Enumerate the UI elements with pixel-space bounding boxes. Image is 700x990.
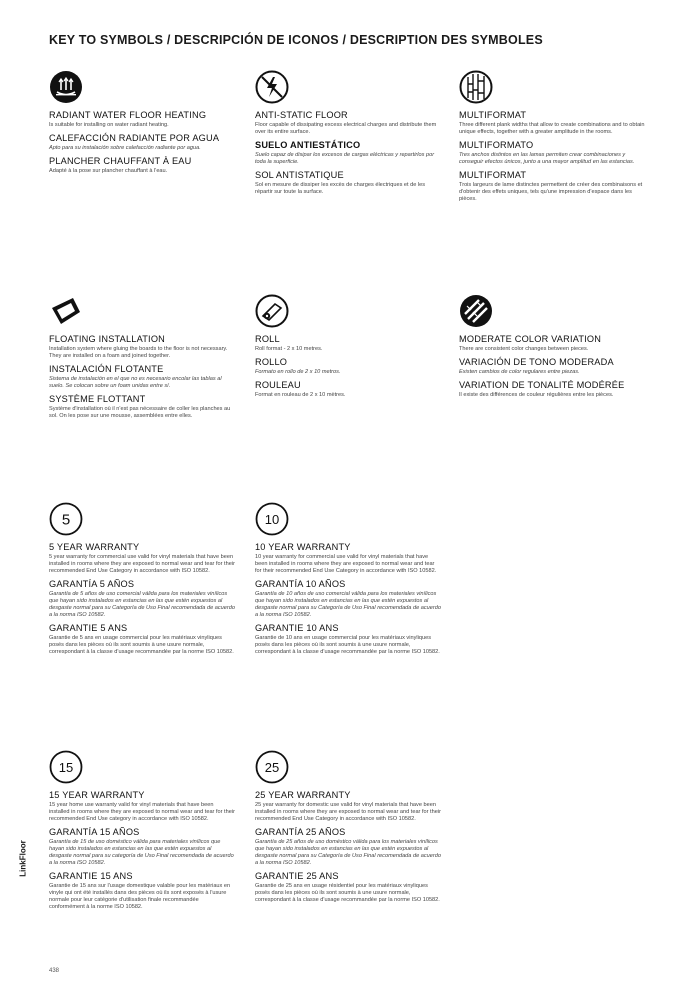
en-text: Floor capable of dissipating excess electrical charges and distribute them over its entire surface.: [255, 122, 437, 135]
warranty-badge-number: 5: [61, 511, 71, 529]
fr-title: SOL ANTISTATIQUE: [255, 170, 344, 180]
en-title: 25 YEAR WARRANTY: [255, 790, 351, 800]
fr-text: Garantie de 15 ans sur l'usage domestique valable pour les matériaux en vinyle qui ont été installés dans des pièces où ils sont exposés à l'usure normale pour leur catégorie d'utilisation finale recommandée conformément à la norme ISO 10582.: [49, 883, 231, 910]
warranty-5-icon: [49, 502, 83, 536]
brand-name: LinkFloor: [18, 840, 28, 877]
es-text: Garantía de 5 años de uso comercial válida para los materiales vinílicos que hayan sido instalados en estancias en las que estén expuestos al desgaste normal para su Categoría de Uso Final recomendada de acuerdo a la norma ISO 10582.: [49, 591, 235, 618]
warranty-badge-number: 15: [58, 760, 74, 775]
en-title: ANTI-STATIC FLOOR: [255, 110, 348, 120]
es-text: Garantía de 15 de uso doméstico válida para materiales vinílicos que hayan sido instalados en estancias en las que estén expuestos al desgaste normal para su categoría de Uso Final recomendada de acuerdo a la norma ISO 10582.: [49, 839, 234, 866]
es-text: Garantía de 10 años de uso comercial válida para los materiales vinílicos que hayan sido instalados en estancias en las que estén expuestos al desgaste normal para su Categoría de Uso Final recomendada de acuerdo a la norma ISO 10582.: [255, 591, 441, 618]
es-text: Sistema de instalación en el que no es necesario encolar las tablas al suelo. Se colocan sobre un foam unidas entre sí.: [49, 376, 222, 389]
fr-text: Adapté à la pose sur plancher chauffant à l'eau.: [49, 168, 168, 174]
en-title: MODERATE COLOR VARIATION: [459, 334, 602, 344]
page-number: 438: [49, 968, 60, 974]
fr-title: MULTIFORMAT: [459, 170, 527, 180]
en-text: Roll format - 2 x 10 metres.: [255, 346, 323, 352]
es-text: Existen cambios de color regulares entre piezas.: [459, 369, 580, 375]
roll-icon: [255, 294, 289, 328]
fr-text: Trois largeurs de lame distinctes permettent de créer des combinaisons et d'obtenir des effets uniques, tels qu'une impression d'espace dans les pièces.: [459, 182, 643, 202]
fr-title: GARANTIE 15 ANS: [49, 871, 133, 881]
en-title: 10 YEAR WARRANTY: [255, 542, 351, 552]
symbol-anti-static: [255, 70, 441, 196]
es-text: Suelo capaz de disipar los excesos de cargas eléctricas y repartirlos por toda la superficie.: [255, 152, 435, 165]
en-title: 15 YEAR WARRANTY: [49, 790, 145, 800]
es-title: VARIACIÓN DE TONO MODERADA: [459, 357, 614, 367]
es-title: SUELO ANTIESTÁTICO: [255, 140, 361, 150]
warranty-badge-number: 25: [264, 760, 280, 775]
symbol-color-variation: [459, 294, 645, 399]
es-title: GARANTÍA 10 AÑOS: [255, 579, 346, 589]
fr-title: GARANTIE 25 ANS: [255, 871, 339, 881]
en-title: MULTIFORMAT: [459, 110, 527, 120]
symbol-warranty-15: [49, 750, 235, 911]
es-title: GARANTÍA 15 AÑOS: [49, 827, 140, 837]
fr-title: VARIATION DE TONALITÉ MODÉRÉE: [459, 380, 625, 390]
es-title: MULTIFORMATO: [459, 140, 534, 150]
en-text: Installation system where gluing the boards to the floor is not necessary. They are installed on a foam and joined together.: [49, 346, 228, 359]
warranty-10-icon: [255, 502, 289, 536]
en-text: 10 year warranty for commercial use valid for vinyl materials that have been installed in rooms where they are exposed to normal wear and tear for their recommended End Use Category in accordance with ISO 10582.: [255, 554, 437, 574]
en-title: FLOATING INSTALLATION: [49, 334, 165, 344]
fr-title: ROULEAU: [255, 380, 301, 390]
color-variation-icon: [459, 294, 493, 328]
warranty-badge-number: 10: [264, 512, 280, 527]
fr-text: Il existe des différences de couleur régulières entre les pièces.: [459, 392, 614, 398]
symbol-roll: [255, 294, 441, 399]
en-text: 25 year warranty for domestic use valid for vinyl materials that have been installed in rooms where they are exposed to normal wear and tear for their recommended End Use Category in accordance with ISO 10582.: [255, 802, 441, 822]
fr-title: PLANCHER CHAUFFANT À EAU: [49, 156, 192, 166]
symbol-warranty-5: [49, 502, 235, 656]
es-text: Apto para su instalación sobre calefacción radiante por agua.: [49, 145, 201, 151]
symbol-radiant-heating: [49, 70, 235, 175]
multiformat-icon: [459, 70, 493, 104]
fr-title: GARANTIE 10 ANS: [255, 623, 339, 633]
en-title: RADIANT WATER FLOOR HEATING: [49, 110, 207, 120]
anti-static-icon: [255, 70, 289, 104]
en-text: 15 year home use warranty valid for vinyl materials that have been installed in rooms where they are exposed to normal wear and tear for their recommended End Use category in accordance with ISO 10582.: [49, 802, 235, 822]
radiant-heating-icon: [49, 70, 83, 104]
fr-text: Garantie de 10 ans en usage commercial pour les matériaux vinyliques posés dans les pièces où ils sont soumis à une usure normale, correspondant à la classe d'usage recommandée par la norme ISO 10582.: [255, 635, 440, 655]
fr-text: Système d'installation où il n'est pas nécessaire de coller les planches au sol. On les pose sur une mousse, assemblées entre elles.: [49, 406, 231, 419]
es-title: GARANTÍA 25 AÑOS: [255, 827, 346, 837]
symbol-floating-installation: [49, 294, 235, 420]
es-title: ROLLO: [255, 357, 288, 367]
fr-title: SYSTÈME FLOTTANT: [49, 394, 146, 404]
fr-title: GARANTIE 5 ANS: [49, 623, 128, 633]
es-text: Garantía de 25 años de uso doméstico válida para los materiales vinílicos que hayan sido instalados en estancias en las que estén expuestos al desgaste normal para su Categoría de Uso Final recomendada de acuerdo a la norma ISO 10582.: [255, 839, 441, 866]
en-text: Three different plank widths that allow to create combinations and to obtain unique effects, together with a greater amplitude in the rooms.: [459, 122, 645, 135]
warranty-15-icon: [49, 750, 83, 784]
en-title: ROLL: [255, 334, 280, 344]
es-title: INSTALACIÓN FLOTANTE: [49, 364, 164, 374]
fr-text: Garantie de 5 ans en usage commercial pour les matériaux vinyliques posés dans les pièces où ils sont soumis à une usure normale, correspondant à la classe d'usage recommandée par la norme ISO 10582.: [49, 635, 234, 655]
fr-text: Sol en mesure de dissiper les excès de charges électriques et de les répartir sur toute la surface.: [255, 182, 426, 195]
symbol-warranty-10: [255, 502, 441, 656]
en-title: 5 YEAR WARRANTY: [49, 542, 140, 552]
es-text: Formato en rollo de 2 x 10 metros.: [255, 369, 341, 375]
warranty-25-icon: [255, 750, 289, 784]
floating-installation-icon: [49, 294, 83, 328]
es-title: CALEFACCIÓN RADIANTE POR AGUA: [49, 133, 220, 143]
symbol-warranty-25: [255, 750, 441, 904]
fr-text: Format en rouleau de 2 x 10 mètres.: [255, 392, 346, 398]
fr-text: Garantie de 25 ans en usage résidentiel pour les matériaux vinyliques posés dans les pièces où ils sont soumis à une usure normale, correspondant à la classe d'usage recommandée par la norme ISO 10582.: [255, 883, 440, 903]
es-text: Tres anchos distintos en las lamas permiten crear combinaciones y conseguir efectos únicos, junto a una mayor amplitud en las estancias.: [459, 152, 635, 165]
page-title: KEY TO SYMBOLS / DESCRIPCIÓN DE ICONOS / DESCRIPTION DES SYMBOLES: [49, 33, 543, 47]
en-text: 5 year warranty for commercial use valid for vinyl materials that have been installed in rooms where they are exposed to normal wear and tear for their recommended End Use Category in accordance with ISO 10582.: [49, 554, 235, 574]
en-text: Is suitable for installing on water radiant heating.: [49, 122, 169, 128]
en-text: There are consistent color changes between pieces.: [459, 346, 589, 352]
symbol-multiformat: [459, 70, 645, 203]
es-title: GARANTÍA 5 AÑOS: [49, 579, 135, 589]
brand-logo: [20, 840, 30, 880]
